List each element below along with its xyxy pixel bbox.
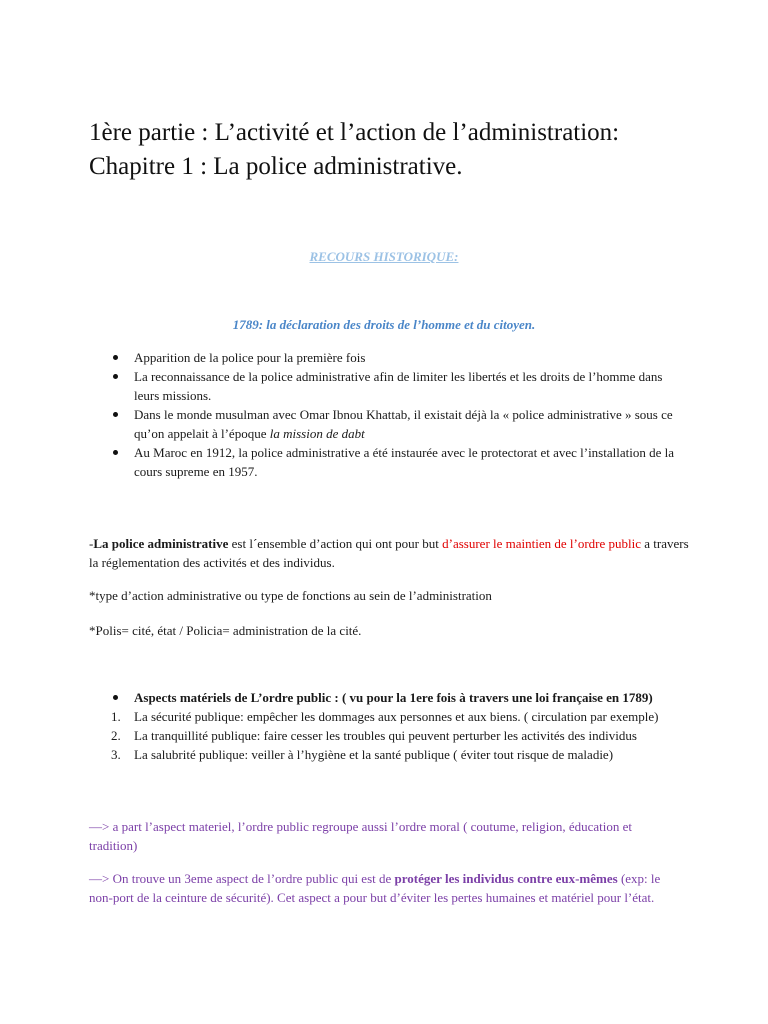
note-type-paragraph: *type d’action administrative ou type de fonctions au sein de l’administration [89,588,492,603]
list-item: La reconnaissance de la police administrative afin de limiter les libertés et les droits de l’homme dans leurs missions. [89,367,689,405]
list-item: Apparition de la police pour la première fois [89,348,689,367]
title-line-2: Chapitre 1 : La police administrative. [89,153,463,180]
aspects-heading-list [89,688,679,707]
page-title [89,116,619,184]
note-polis-paragraph: *Polis= cité, état / Policia= administration de la cité. [89,623,362,638]
third-aspect-note: —> On trouve un 3eme aspect de l’ordre public qui est de protéger les individus contre eux-mêmes (exp: le non-port de la ceinture de sécurité). Cet aspect a pour but d’éviter les pertes humaines et matériel pour l’état. [89,871,661,905]
history-bullet-list [89,348,689,481]
history-list-block [89,348,689,481]
list-item: Au Maroc en 1912, la police administrative a été instaurée avec le protectorat et avec l’installation de la cours supreme en 1957. [89,443,689,481]
declaration-1789-heading: 1789: la déclaration des droits de l’homme et du citoyen. [232,317,536,332]
aspects-block [89,688,679,764]
mission-de-dabt-term: la mission de dabt [269,426,365,441]
third-aspect-highlight: protéger les individus contre eux-mêmes [394,871,618,886]
list-item: 1. La sécurité publique: empêcher les dommages aux personnes et aux biens. ( circulation par exemple) [111,709,659,724]
recours-historique-heading: RECOURS HISTORIQUE: [309,249,459,264]
definition-paragraph: -La police administrative est l´ensemble d’action qui ont pour but d’assurer le maintien de l’ordre public a travers la réglementation des activités et des individus. [89,536,689,570]
definition-highlight: d’assurer le maintien de l’ordre public [442,536,642,551]
definition-term: La police administrative [93,536,229,551]
list-item: 2. La tranquillité publique: faire cesser les troubles qui peuvent perturber les activités des individus [111,728,637,743]
aspects-numbered-list [89,707,679,764]
aspects-heading: Aspects matériels de L’ordre public : ( vu pour la 1ere fois à travers une loi française en 1789) [89,688,679,707]
title-line-1: 1ère partie : L’activité et l’action de l’administration: [89,119,620,146]
list-item: 3. La salubrité publique: veiller à l’hygiène et la santé publique ( éviter tout risque de maladie) [111,747,614,762]
list-item: Dans le monde musulman avec Omar Ibnou Khattab, il existait déjà la « police administrative » sous ce qu’on appelait à l’époque la mission de dabt [89,405,689,443]
moral-order-note: —> a part l’aspect materiel, l’ordre public regroupe aussi l’ordre moral ( coutume, religion, éducation et tradition) [89,819,633,853]
